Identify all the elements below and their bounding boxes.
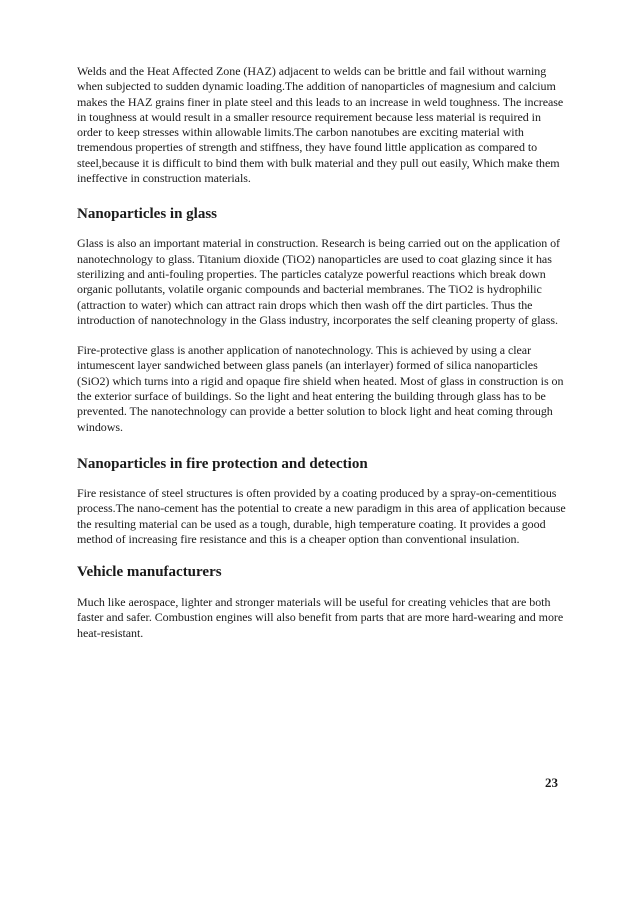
section-heading-glass: Nanoparticles in glass xyxy=(77,206,218,223)
page-number: 23 xyxy=(545,775,558,790)
glass-paragraph-2: Fire-protective glass is another application of nanotechnology. This is achieved by using a clear intumescent layer sandwiched between glass panels (an interlayer) formed of silica nanoparticles (SiO2) which turns into a rigid and opaque fire shield when heated. Most of glass in construction is on the exterior surface of buildings. So the light and heat entering the building through glass has to be prevented. The nanotechnology can provide a better solution to block light and heat coming through windows. xyxy=(77,343,564,434)
vehicle-paragraph: Much like aerospace, lighter and stronger materials will be useful for creating vehicles that are both faster and safer. Combustion engines will also benefit from parts that are more hard-wearing and more heat-resistant. xyxy=(77,595,564,640)
intro-paragraph: Welds and the Heat Affected Zone (HAZ) adjacent to welds can be brittle and fail without warning when subjected to sudden dynamic loading.The addition of nanoparticles of magnesium and calcium makes the HAZ grains finer in plate steel and this leads to an increase in weld toughness. The increase in toughness at would result in a smaller resource requirement because less material is required in order to keep stresses within allowable limits.The carbon nanotubes are exciting material with tremendous properties of strength and stiffness, they have found little application as compared to steel,because it is difficult to bind them with bulk material and they pull out easily, Which make them ineffective in construction materials. xyxy=(77,64,564,186)
glass-paragraph-1: Glass is also an important material in construction. Research is being carried out on the application of nanotechnology to glass. Titanium dioxide (TiO2) nanoparticles are used to coat glazing since it has sterilizing and anti-fouling properties. The particles catalyze powerful reactions which break down organic pollutants, volatile organic compounds and bacterial membranes. The TiO2 is hydrophilic (attraction to water) which can attract rain drops which then wash off the dirt particles. Thus the introduction of nanotechnology in the Glass industry, incorporates the self cleaning property of glass. xyxy=(77,236,560,327)
section-heading-vehicle-manufacturers: Vehicle manufacturers xyxy=(77,564,222,581)
page-content xyxy=(77,64,567,641)
section-heading-fire-protection: Nanoparticles in fire protection and detection xyxy=(77,455,368,472)
fire-protection-paragraph: Fire resistance of steel structures is often provided by a coating produced by a spray-on-cementitious process.The nano-cement has the potential to create a new paradigm in this area of application because the resulting material can be used as a tough, durable, high temperature coating. It provides a good method of increasing fire resistance and this is a cheaper option than conventional insulation. xyxy=(77,485,566,546)
